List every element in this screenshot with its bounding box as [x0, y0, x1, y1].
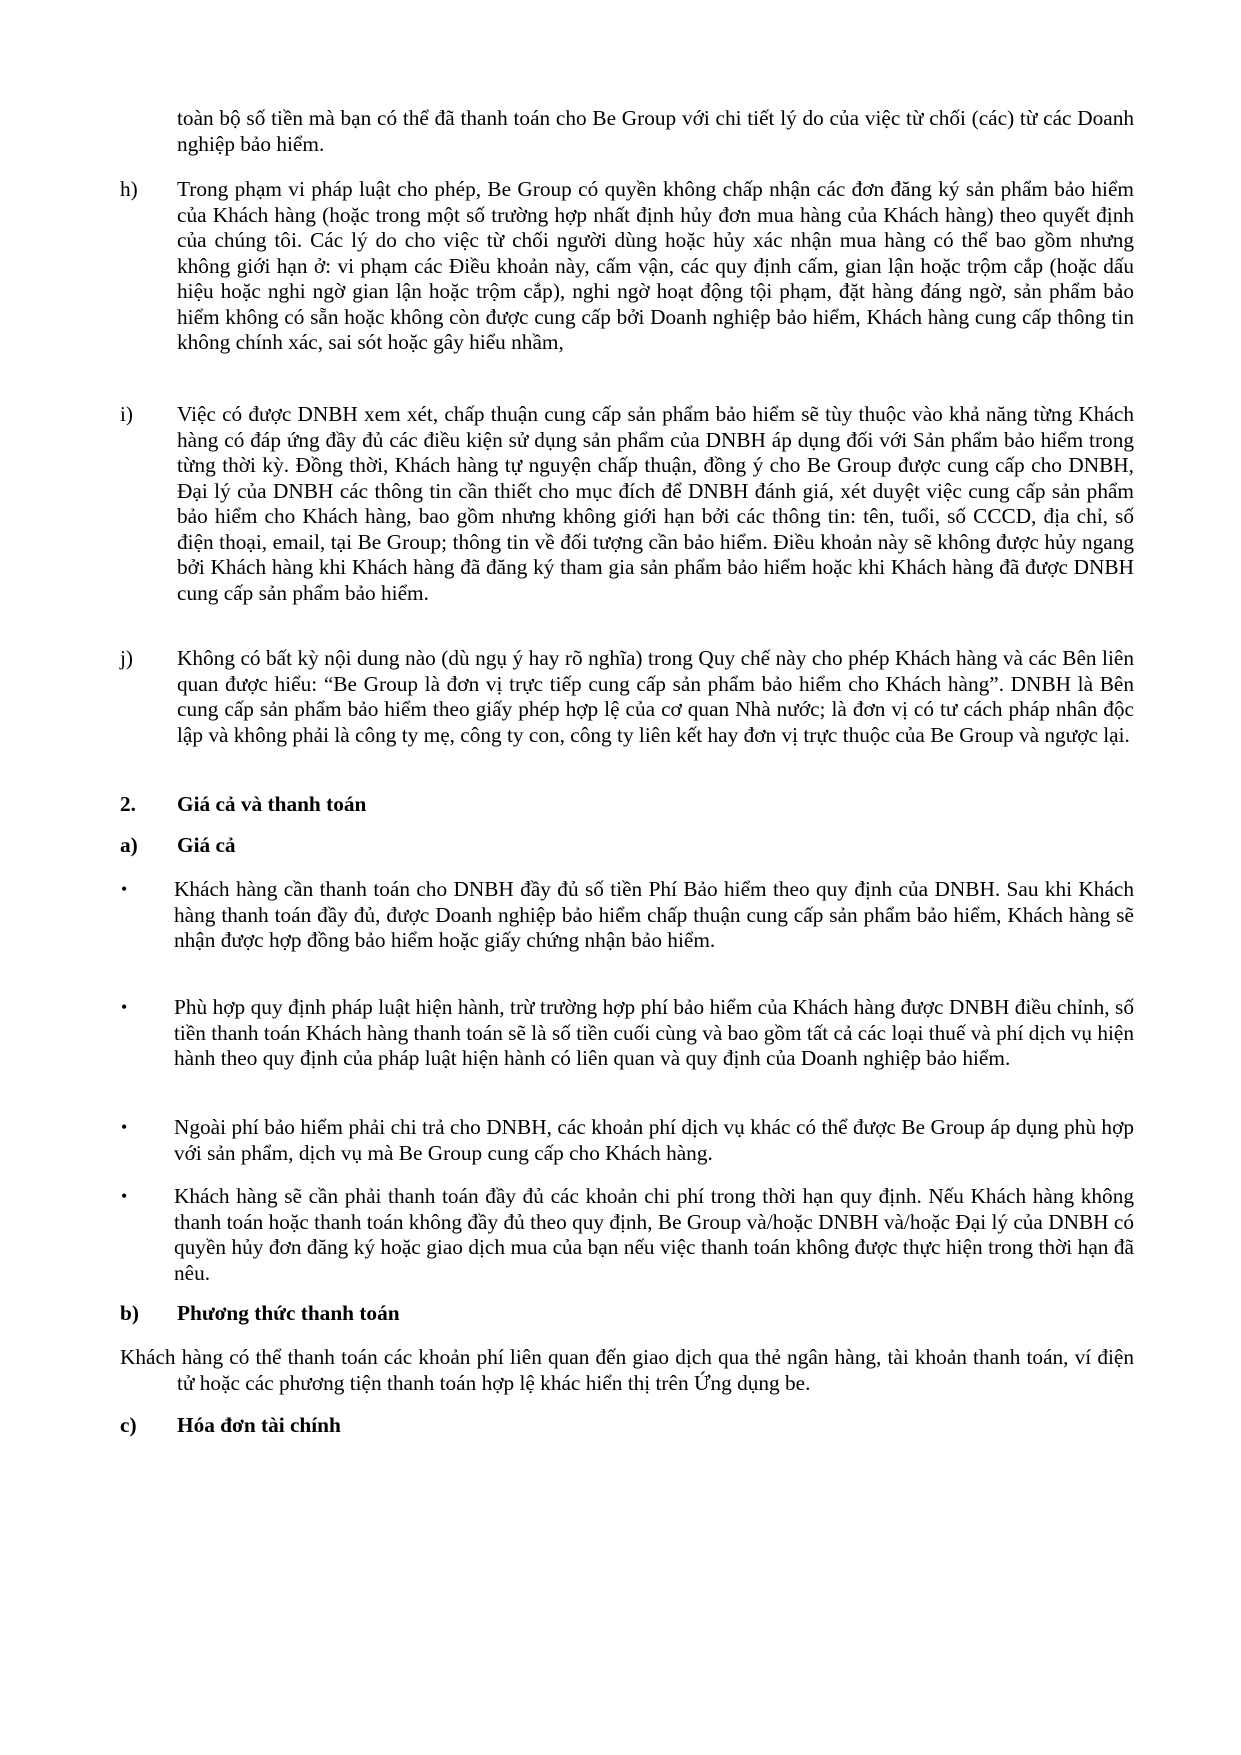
clause-marker: i): [120, 402, 134, 426]
bullet-text: Khách hàng sẽ cần phải thanh toán đầy đủ các khoản chi phí trong thời hạn quy định. Nếu Khách hàng không thanh toán hoặc thanh toán không đầy đủ theo quy định, Be Group và/hoặc DNBH và/hoặc Đại lý của DNBH có quyền hủy đơn đăng ký hoặc giao dịch mua của bạn nếu việc thanh toán không được thực hiện trong thời hạn đã nêu.: [174, 1184, 1134, 1285]
clause-marker: j): [120, 646, 134, 670]
bullet-text: Khách hàng cần thanh toán cho DNBH đầy đủ số tiền Phí Bảo hiểm theo quy định của DNBH. Sau khi Khách hàng thanh toán đầy đủ, được Doanh nghiệp bảo hiểm chấp thuận cung cấp sản phẩm bảo hiểm, Khách hàng sẽ nhận được hợp đồng bảo hiểm hoặc giấy chứng nhận bảo hiểm.: [174, 877, 1134, 952]
subsection-title: Giá cả: [177, 833, 236, 857]
bullet-icon: •: [121, 997, 128, 1017]
section-number: 2.: [120, 792, 136, 816]
bullet-text: Phù hợp quy định pháp luật hiện hành, trừ trường hợp phí bảo hiểm của Khách hàng được DNBH điều chỉnh, số tiền thanh toán Khách hàng thanh toán sẽ là số tiền cuối cùng và bao gồm tất cả các loại thuế và phí dịch vụ hiện hành theo quy định của pháp luật hiện hành có liên quan và quy định của Doanh nghiệp bảo hiểm.: [174, 995, 1134, 1070]
bullet-icon: •: [121, 879, 128, 899]
subsection-title: Hóa đơn tài chính: [177, 1413, 341, 1437]
payment-method-paragraph: Khách hàng có thể thanh toán các khoản phí liên quan đến giao dịch qua thẻ ngân hàng, tài khoản thanh toán, ví điện tử hoặc các phương tiện thanh toán hợp lệ khác hiển thị trên Ứng dụng be.: [120, 1345, 1134, 1395]
subsection-title: Phương thức thanh toán: [177, 1301, 400, 1325]
clause-text: Không có bất kỳ nội dung nào (dù ngụ ý hay rõ nghĩa) trong Quy chế này cho phép Khách hàng và các Bên liên quan được hiểu: “Be Group là đơn vị trực tiếp cung cấp sản phẩm bảo hiểm cho Khách hàng”. DNBH là Bên cung cấp sản phẩm bảo hiểm theo giấy phép hợp lệ của cơ quan Nhà nước; là đơn vị có tư cách pháp nhân độc lập và không phải là công ty mẹ, công ty con, công ty liên kết hay đơn vị trực thuộc của Be Group và ngược lại.: [177, 646, 1134, 747]
bullet-icon: •: [121, 1117, 128, 1137]
bullet-text: Ngoài phí bảo hiểm phải chi trả cho DNBH, các khoản phí dịch vụ khác có thể được Be Group áp dụng phù hợp với sản phẩm, dịch vụ mà Be Group cung cấp cho Khách hàng.: [174, 1115, 1134, 1165]
section-title: Giá cả và thanh toán: [177, 792, 367, 816]
continuation-paragraph: toàn bộ số tiền mà bạn có thể đã thanh toán cho Be Group với chi tiết lý do của việc từ chối (các) từ các Doanh nghiệp bảo hiểm.: [177, 106, 1134, 156]
bullet-icon: •: [121, 1186, 128, 1206]
clause-text: Trong phạm vi pháp luật cho phép, Be Group có quyền không chấp nhận các đơn đăng ký sản phẩm bảo hiểm của Khách hàng (hoặc trong một số trường hợp nhất định hủy đơn mua hàng của Khách hàng) theo quyết định của chúng tôi. Các lý do cho việc từ chối người dùng hoặc hủy xác nhận mua hàng có thể bao gồm nhưng không giới hạn ở: vi phạm các Điều khoản này, cấm vận, các quy định cấm, gian lận hoặc trộm cắp (hoặc dấu hiệu hoặc nghi ngờ gian lận hoặc trộm cắp), nghi ngờ hoạt động tội phạm, đặt hàng đáng ngờ, sản phẩm bảo hiểm không có sẵn hoặc không còn được cung cấp bởi Doanh nghiệp bảo hiểm, Khách hàng cung cấp thông tin không chính xác, sai sót hoặc gây hiểu nhầm,: [177, 177, 1134, 354]
subsection-marker: b): [120, 1301, 139, 1325]
clause-marker: h): [120, 177, 138, 201]
subsection-marker: c): [120, 1413, 137, 1437]
subsection-marker: a): [120, 833, 138, 857]
clause-text: Việc có được DNBH xem xét, chấp thuận cung cấp sản phẩm bảo hiểm sẽ tùy thuộc vào khả năng từng Khách hàng có đáp ứng đầy đủ các điều kiện sử dụng sản phẩm của DNBH áp dụng đối với Sản phẩm bảo hiểm trong từng thời kỳ. Đồng thời, Khách hàng tự nguyện chấp thuận, đồng ý cho Be Group được cung cấp cho DNBH, Đại lý của DNBH các thông tin cần thiết cho mục đích để DNBH đánh giá, xét duyệt việc cung cấp sản phẩm bảo hiểm cho Khách hàng, bao gồm nhưng không giới hạn bởi các thông tin: tên, tuổi, số CCCD, địa chỉ, số điện thoại, email, tại Be Group; thông tin về đối tượng cần bảo hiểm. Điều khoản này sẽ không được hủy ngang bởi Khách hàng khi Khách hàng đã đăng ký tham gia sản phẩm bảo hiểm hoặc khi Khách hàng đã được DNBH cung cấp sản phẩm bảo hiểm.: [177, 402, 1134, 605]
